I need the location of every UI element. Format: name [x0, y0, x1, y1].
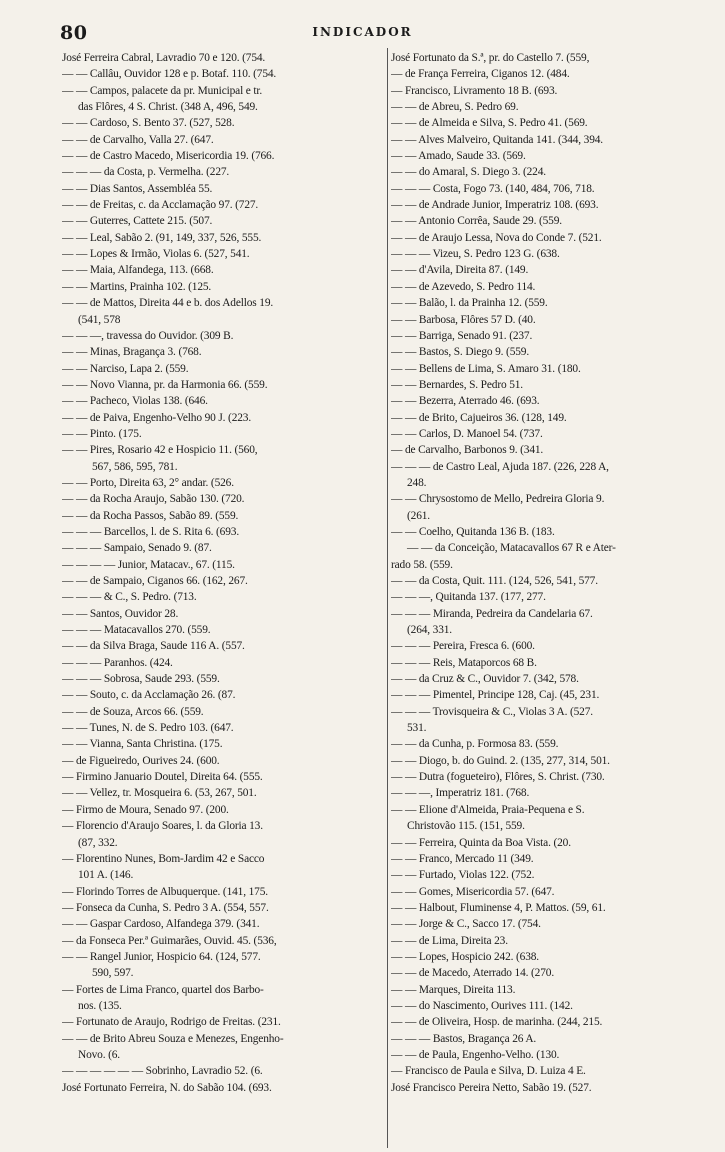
directory-entry-line: José Francisco Pereira Netto, Sabão 19. (527.	[391, 1081, 592, 1094]
running-head: INDICADOR	[312, 25, 413, 39]
directory-entry-line: 101 A. (146.	[78, 869, 134, 882]
directory-entry-line: — da Fonseca Per.ª Guimarães, Ouvid. 45. (536,	[62, 934, 277, 947]
directory-entry-line: — — da Rocha Araujo, Sabão 130. (720.	[62, 493, 245, 506]
directory-entry-line: — — Vianna, Santa Christina. (175.	[62, 738, 223, 751]
directory-entry-line: — — Halbout, Fluminense 4, P. Mattos. (59, 61.	[391, 901, 606, 914]
directory-entry-line: — — da Silva Braga, Saude 116 A. (557.	[62, 640, 245, 653]
directory-entry-line: nos. (135.	[78, 999, 122, 1012]
directory-entry-line: (87, 332.	[78, 836, 118, 849]
directory-entry-line: — — Minas, Bragança 3. (768.	[62, 346, 202, 359]
directory-entry-line: — — Bezerra, Aterrado 46. (693.	[391, 395, 540, 408]
directory-entry-line: — — — Pereira, Fresca 6. (600.	[391, 640, 535, 653]
directory-entry-line: — — Bellens de Lima, S. Amaro 31. (180.	[391, 362, 581, 375]
directory-entry-line: 248.	[407, 476, 427, 489]
directory-entry-line: — Florentino Nunes, Bom-Jardim 42 e Sacco	[62, 852, 265, 865]
directory-entry-line: — Florencio d'Araujo Soares, l. da Gloria 13.	[62, 820, 263, 833]
directory-entry-line: — — — Sampaio, Senado 9. (87.	[62, 542, 212, 555]
directory-entry-line: — — — Paranhos. (424.	[62, 656, 173, 669]
directory-entry-line: — — Franco, Mercado 11 (349.	[391, 852, 534, 865]
directory-entry-line: — — Coelho, Quitanda 136 B. (183.	[391, 525, 555, 538]
directory-entry-line: — — de Oliveira, Hosp. de marinha. (244, 215.	[391, 1016, 603, 1029]
directory-entry-line: — Francisco, Livramento 18 B. (693.	[391, 84, 558, 97]
directory-entry-line: — — da Cunha, p. Formosa 83. (559.	[391, 738, 559, 751]
directory-entry-line: (261.	[407, 509, 430, 522]
directory-entry-line: — — — Trovisqueira & C., Violas 3 A. (527.	[391, 705, 593, 718]
directory-entry-line: — — de Andrade Junior, Imperatriz 108. (693.	[391, 199, 599, 212]
directory-entry-line: — — — Matacavallos 270. (559.	[62, 624, 211, 637]
directory-entry-line: — — Cardoso, S. Bento 37. (527, 528.	[62, 117, 235, 130]
directory-entry-line: — — Porto, Direita 63, 2° andar. (526.	[62, 476, 234, 489]
directory-entry-line: — — — Costa, Fogo 73. (140, 484, 706, 718.	[391, 182, 595, 195]
directory-entry-line: das Flôres, 4 S. Christ. (348 A, 496, 549.	[78, 101, 258, 114]
directory-entry-line: — — Ferreira, Quinta da Boa Vista. (20.	[391, 836, 571, 849]
directory-entry-line: — — Dutra (fogueteiro), Flôres, S. Christ. (730.	[391, 771, 605, 784]
directory-entry-line: — — Lopes, Hospicio 242. (638.	[391, 950, 539, 963]
column-divider	[387, 48, 388, 1148]
directory-entry-line: — — de Souza, Arcos 66. (559.	[62, 705, 204, 718]
right-column	[391, 50, 709, 1145]
directory-entry-line: rado 58. (559.	[391, 558, 453, 571]
directory-entry-line: — — —, Imperatriz 181. (768.	[391, 787, 530, 800]
directory-entry-line: — — Barbosa, Flôres 57 D. (40.	[391, 313, 536, 326]
directory-entry-line: — — — Sobrosa, Saude 293. (559.	[62, 673, 220, 686]
directory-entry-line: — — — Miranda, Pedreira da Candelaria 67.	[391, 607, 593, 620]
directory-entry-line: — — — Bastos, Bragança 26 A.	[391, 1032, 537, 1045]
directory-entry-line: — — Alves Malveiro, Quitanda 141. (344, 394.	[391, 133, 604, 146]
directory-entry-line: — — do Amaral, S. Diego 3. (224.	[391, 166, 546, 179]
directory-entry-line: — — Carlos, D. Manoel 54. (737.	[391, 427, 543, 440]
directory-entry-line: — — — — Junior, Matacav., 67. (115.	[62, 558, 235, 571]
directory-entry-line: — — de Brito Abreu Souza e Menezes, Engenho-	[62, 1032, 284, 1045]
directory-entry-line: — — Barriga, Senado 91. (237.	[391, 329, 533, 342]
directory-entry-line: 531.	[407, 722, 427, 735]
directory-entry-line: — de Figueiredo, Ourives 24. (600.	[62, 754, 220, 767]
directory-entry-line: — — Furtado, Violas 122. (752.	[391, 869, 535, 882]
directory-entry-line: — — Novo Vianna, pr. da Harmonia 66. (559.	[62, 378, 268, 391]
directory-entry-line: — — Gaspar Cardoso, Alfandega 379. (341.	[62, 918, 260, 931]
directory-entry-line: — — Guterres, Cattete 215. (507.	[62, 215, 213, 228]
directory-entry-line: — Fonseca da Cunha, S. Pedro 3 A. (554, 557.	[62, 901, 269, 914]
directory-entry-line: — — Amado, Saude 33. (569.	[391, 150, 526, 163]
directory-entry-line: — — de Carvalho, Valla 27. (647.	[62, 133, 214, 146]
directory-entry-line: — Francisco de Paula e Silva, D. Luiza 4 E.	[391, 1065, 586, 1078]
directory-entry-line: — — — Reis, Mataporcos 68 B.	[391, 656, 537, 669]
directory-entry-line: — — de Macedo, Aterrado 14. (270.	[391, 967, 555, 980]
directory-entry-line: — — —, travessa do Ouvidor. (309 B.	[62, 329, 234, 342]
directory-entry-line: — — Pinto. (175.	[62, 427, 142, 440]
directory-entry-line: — — — Vizeu, S. Pedro 123 G. (638.	[391, 248, 560, 261]
directory-entry-line: — — de Azevedo, S. Pedro 114.	[391, 280, 536, 293]
page-header	[0, 22, 725, 44]
directory-entry-line: — — Rangel Junior, Hospicio 64. (124, 577.	[62, 950, 261, 963]
left-column	[62, 50, 384, 1145]
directory-entry-line: — — Gomes, Misericordia 57. (647.	[391, 885, 555, 898]
directory-entry-line: — — Martins, Prainha 102. (125.	[62, 280, 212, 293]
directory-entry-line: — — Chrysostomo de Mello, Pedreira Gloria 9.	[391, 493, 605, 506]
directory-entry-line: — — da Rocha Passos, Sabão 89. (559.	[62, 509, 239, 522]
directory-entry-line: 590, 597.	[92, 967, 134, 980]
directory-entry-line: — — Dias Santos, Assembléa 55.	[62, 182, 213, 195]
directory-entry-line: — — de Lima, Direita 23.	[391, 934, 508, 947]
directory-entry-line: — — de Araujo Lessa, Nova do Conde 7. (521.	[391, 231, 602, 244]
directory-entry-line: — — Jorge & C., Sacco 17. (754.	[391, 918, 541, 931]
directory-entry-line: — — Callâu, Ouvidor 128 e p. Botaf. 110. (754.	[62, 68, 277, 81]
directory-entry-line: — — Vellez, tr. Mosqueira 6. (53, 267, 501.	[62, 787, 257, 800]
directory-entry-line: José Ferreira Cabral, Lavradio 70 e 120. (754.	[62, 52, 266, 64]
directory-entry-line: — — de Castro Macedo, Misericordia 19. (766.	[62, 150, 275, 163]
directory-entry-line: (264, 331.	[407, 624, 453, 637]
directory-entry-line: — de Carvalho, Barbonos 9. (341.	[391, 444, 544, 457]
directory-entry-line: — — da Costa, Quit. 111. (124, 526, 541, 577.	[391, 575, 598, 587]
directory-entry-line: — — Bastos, S. Diego 9. (559.	[391, 346, 530, 359]
directory-entry-line: — Fortes de Lima Franco, quartel dos Barbo-	[62, 983, 264, 996]
directory-entry-line: — — de Paula, Engenho-Velho. (130.	[391, 1048, 560, 1061]
directory-entry-line: — — Narciso, Lapa 2. (559.	[62, 362, 189, 375]
directory-entry-line: — — da Conceição, Matacavallos 67 R e Ater-	[407, 542, 616, 555]
directory-entry-line: — — Lopes & Irmão, Violas 6. (527, 541.	[62, 248, 250, 261]
directory-entry-line: — — Elione d'Almeida, Praia-Pequena e S.	[391, 803, 585, 816]
directory-entry-line: — — — & C., S. Pedro. (713.	[62, 591, 197, 604]
directory-entry-line: — — Marques, Direita 113.	[391, 983, 516, 996]
directory-entry-line: José Fortunato Ferreira, N. do Sabão 104. (693.	[62, 1081, 272, 1094]
directory-entry-line: — — Bernardes, S. Pedro 51.	[391, 378, 523, 391]
directory-entry-line: — — —, Quitanda 137. (177, 277.	[391, 591, 546, 604]
directory-entry-line: — — Souto, c. da Acclamação 26. (87.	[62, 689, 236, 702]
directory-entry-line: — — — da Costa, p. Vermelha. (227.	[62, 166, 230, 179]
directory-entry-line: — — de Freitas, c. da Acclamação 97. (727.	[62, 199, 259, 212]
page-number: 80	[60, 22, 88, 44]
directory-entry-line: — — de Abreu, S. Pedro 69.	[391, 101, 519, 114]
directory-entry-line: — — — — — — Sobrinho, Lavradio 52. (6.	[62, 1065, 263, 1078]
directory-entry-line: (541, 578	[78, 313, 121, 326]
directory-entry-line: — — Antonio Corrêa, Saude 29. (559.	[391, 215, 562, 228]
directory-entry-line: — — Santos, Ouvidor 28.	[62, 607, 179, 620]
directory-entry-line: — — Pires, Rosario 42 e Hospicio 11. (560,	[62, 444, 258, 457]
directory-entry-line: Christovão 115. (151, 559.	[407, 820, 525, 833]
directory-entry-line: — — da Cruz & C., Ouvidor 7. (342, 578.	[391, 673, 579, 686]
directory-entry-line: — — de Almeida e Silva, S. Pedro 41. (569.	[391, 117, 588, 130]
directory-entry-line: — — de Mattos, Direita 44 e b. dos Adellos 19.	[62, 297, 274, 310]
directory-entry-line: — de França Ferreira, Ciganos 12. (484.	[391, 68, 570, 81]
directory-entry-line: — — d'Avila, Direita 87. (149.	[391, 264, 529, 277]
directory-entry-line: — Florindo Torres de Albuquerque. (141, 175.	[62, 885, 268, 898]
directory-entry-line: Novo. (6.	[78, 1048, 120, 1061]
directory-entry-line: — — de Brito, Cajueiros 36. (128, 149.	[391, 411, 567, 424]
directory-entry-line: — Firmino Januario Doutel, Direita 64. (555.	[62, 771, 263, 784]
directory-entry-line: 567, 586, 595, 781.	[92, 460, 178, 473]
directory-entry-line: — Firmo de Moura, Senado 97. (200.	[62, 803, 229, 816]
directory-entry-line: — Fortunato de Araujo, Rodrigo de Freitas. (231.	[62, 1016, 281, 1029]
directory-entry-line: — — de Sampaio, Ciganos 66. (162, 267.	[62, 575, 248, 587]
directory-entry-line: — — Maia, Alfandega, 113. (668.	[62, 264, 214, 277]
directory-entry-line: — — Diogo, b. do Guind. 2. (135, 277, 314, 501.	[391, 754, 610, 767]
directory-entry-line: — — — Barcellos, l. de S. Rita 6. (693.	[62, 525, 240, 538]
directory-entry-line: — — — Pimentel, Principe 128, Caj. (45, 231.	[391, 689, 600, 702]
directory-entry-line: — — Tunes, N. de S. Pedro 103. (647.	[62, 722, 234, 735]
directory-entry-line: — — Pacheco, Violas 138. (646.	[62, 395, 208, 408]
directory-entry-line: — — Campos, palacete da pr. Municipal e tr.	[62, 84, 263, 97]
directory-entry-line: — — de Paiva, Engenho-Velho 90 J. (223.	[62, 411, 252, 424]
directory-entry-line: — — Leal, Sabão 2. (91, 149, 337, 526, 555.	[62, 231, 262, 244]
directory-entry-line: José Fortunato da S.ª, pr. do Castello 7. (559,	[391, 52, 590, 64]
directory-entry-line: — — — de Castro Leal, Ajuda 187. (226, 228 A,	[391, 460, 609, 473]
directory-entry-line: — — do Nascimento, Ourives 111. (142.	[391, 999, 573, 1012]
directory-entry-line: — — Balão, l. da Prainha 12. (559.	[391, 297, 548, 310]
